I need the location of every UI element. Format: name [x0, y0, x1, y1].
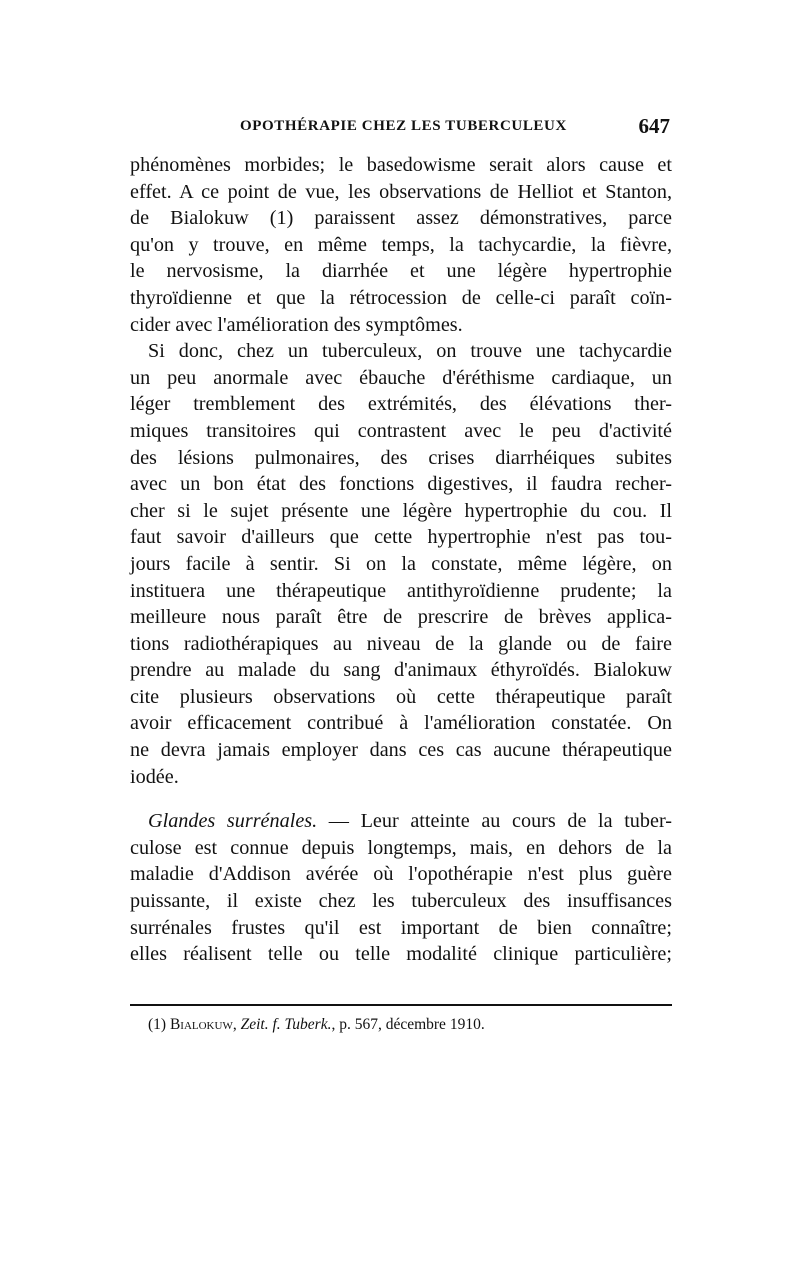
text-line: meilleure nous paraît être de prescrire de brèves applica- — [130, 606, 672, 629]
text-line: tions radiothérapiques au niveau de la glande ou de faire — [130, 632, 672, 655]
text-line: phénomènes morbides; le basedowisme serait alors cause et — [130, 154, 672, 176]
text-line — [130, 808, 672, 835]
paragraph — [130, 338, 672, 790]
text-run: — Leur atteinte au cours de la tuber- — [317, 810, 672, 833]
running-header — [130, 116, 670, 140]
footnote-author: Bialokuw — [169, 1016, 233, 1033]
text-line: avec un bon état des fonctions digestives, il faudra recher- — [130, 473, 672, 496]
text-line: Si donc, chez un tuberculeux, on trouve une tachycardie — [148, 340, 672, 363]
text-line: cite plusieurs observations où cette thérapeutique paraît — [130, 685, 672, 708]
running-title: OPOTHÉRAPIE CHEZ LES TUBERCULEUX — [240, 118, 567, 134]
paragraph — [130, 808, 672, 968]
text-line: jours facile à sentir. Si on la constate, même légère, on — [130, 552, 672, 575]
text-line: prendre au malade du sang d'animaux éthyroïdés. Bialokuw — [130, 659, 672, 682]
footnote — [148, 1016, 485, 1034]
text-line: cher si le sujet présente une légère hypertrophie du cou. Il — [130, 499, 672, 522]
text-line: avoir efficacement contribué à l'amélioration constatée. On — [130, 712, 672, 735]
text-line: surrénales frustes qu'il est important de bien connaître; — [130, 916, 672, 939]
text-line: ne devra jamais employer dans ces cas aucune thérapeutique — [130, 739, 672, 762]
text-line: elles réalisent telle ou telle modalité clinique particulière; — [130, 943, 672, 966]
text-line: culose est connue depuis longtemps, mais, en dehors de la — [130, 836, 672, 859]
text-line: cider avec l'amélioration des symptômes. — [130, 313, 463, 336]
text-line: de Bialokuw (1) paraissent assez démonstratives, parce — [130, 207, 672, 230]
section-heading: Glandes surrénales. — [148, 810, 318, 833]
text-line: le nervosisme, la diarrhée et une légère hypertrophie — [130, 260, 672, 283]
footnote-marker: (1) — [148, 1016, 170, 1033]
text-line: léger tremblement des extrémités, des élévations ther- — [130, 393, 672, 416]
text-line: un peu anormale avec ébauche d'éréthisme cardiaque, un — [130, 366, 672, 389]
text-line: instituera une thérapeutique antithyroïdienne prudente; la — [130, 579, 672, 602]
footnote-rule — [130, 1004, 672, 1006]
footnote-journal: Zeit. f. Tuberk. — [240, 1016, 332, 1033]
text-line: thyroïdienne et que la rétrocession de celle-ci paraît coïn- — [130, 286, 672, 309]
paragraph-gap — [130, 790, 672, 808]
paragraph — [130, 152, 672, 338]
text-line: puissante, il existe chez les tuberculeux des insuffisances — [130, 890, 672, 913]
text-line: miques transitoires qui contrastent avec le peu d'activité — [130, 419, 672, 442]
page-number: 647 — [638, 114, 670, 138]
text-line: maladie d'Addison avérée où l'opothérapie n'est plus guère — [130, 863, 672, 886]
footnote-citation: , p. 567, décembre 1910. — [331, 1016, 485, 1033]
body-text — [130, 152, 672, 968]
text-line: faut savoir d'ailleurs que cette hypertrophie n'est pas tou- — [130, 526, 672, 549]
text-line: iodée. — [130, 765, 179, 788]
text-line: effet. A ce point de vue, les observations de Helliot et Stanton, — [130, 180, 672, 203]
text-line: qu'on y trouve, en même temps, la tachycardie, la fièvre, — [130, 233, 672, 256]
footnote-separator: , — [232, 1016, 241, 1033]
text-line: des lésions pulmonaires, des crises diarrhéiques subites — [130, 446, 672, 469]
